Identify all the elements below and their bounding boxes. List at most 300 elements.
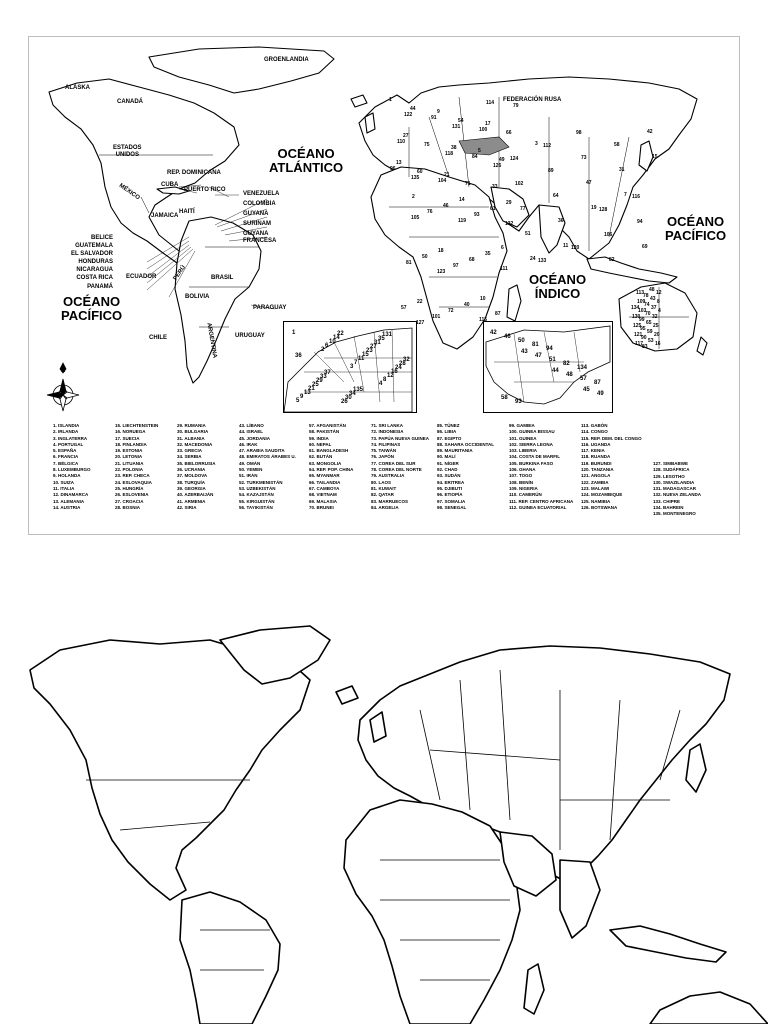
label-chile: CHILE [149, 335, 167, 341]
inset-number-label: 22 [337, 331, 344, 337]
legend-entry: 62. BUTÁN [309, 454, 333, 460]
legend-entry: 108. BENÍN [509, 479, 534, 485]
map-number-label: 100 [479, 127, 488, 133]
label-jamaica: JAMAICA [151, 213, 179, 219]
map-number-label: 110 [397, 139, 406, 145]
legend-entry: 42. SIRIA [177, 504, 197, 510]
label-argentina: ARGENTINA [205, 322, 218, 359]
legend-entry: 31. ALBANIA [177, 435, 205, 441]
label-oceano-pacifico-east: OCÉANO PACÍFICO [665, 214, 727, 243]
label-puerto-rico: PUERTO RICO [184, 187, 226, 193]
inset-number-label: 37 [324, 370, 331, 376]
legend-entry: 77. COREA DEL SUR [371, 460, 416, 466]
legend-entry: 128. SUDÁFRICA [653, 467, 690, 473]
map-number-label: 93 [474, 212, 480, 218]
label-paraguay: PARAGUAY [253, 305, 287, 311]
legend-entry: 19. ESTONIA [115, 448, 143, 454]
legend-entry: 116. UGANDA [581, 441, 611, 447]
map-number-label: 82 [609, 257, 615, 263]
label-rep-dominicana: REP. DOMINICANA [167, 170, 221, 176]
blank-south-america-shape [180, 892, 280, 1024]
legend-entry: 1. ISLANDIA [53, 423, 80, 428]
map-number-label: 133 [538, 258, 547, 264]
map-number-label: 21 [444, 172, 450, 178]
inset-number-label: 4 [379, 381, 383, 387]
legend-entry: 73. PAPÚA NUEVA GUINEA [371, 435, 430, 441]
inset-number-label: 28 [399, 361, 406, 367]
legend-column [53, 423, 91, 511]
india-shape [539, 205, 565, 253]
legend-entry: 112. GUINEA ECUATORIAL [509, 504, 567, 510]
legend-column [509, 423, 573, 511]
map-number-label: 53 [648, 338, 654, 344]
legend-entry: 35. BIELORRUSIA [177, 460, 216, 466]
legend-entry: 121. ANGOLA [581, 473, 611, 479]
map-number-label: 76 [427, 209, 433, 215]
legend-entry: 89. MAURITANIA [437, 448, 473, 454]
map-number-label: 65 [646, 320, 652, 326]
legend-entry: 101. GUINEA [509, 435, 537, 441]
legend-entry: 97. SOMALIA [437, 498, 466, 504]
map-number-label: 47 [586, 180, 592, 186]
legend-entry: 94. ERITREA [437, 479, 465, 485]
legend-entry: 54. KAZAJSTÁN [239, 492, 274, 498]
blank-africa-shape [344, 800, 520, 1024]
blank-japan-shape [686, 744, 706, 792]
legend-entry: 37. MOLDOVA [177, 473, 208, 479]
inset-number-label: 27 [370, 344, 377, 350]
map-number-label: 40 [464, 302, 470, 308]
legend-entry: 69. MALASIA [309, 498, 338, 504]
map-number-label: 46 [443, 203, 449, 209]
inset-number-label: 57 [580, 376, 587, 382]
legend-entry: 29. RUMANIA [177, 423, 206, 428]
map-number-label: 57 [401, 305, 407, 311]
legend-entry: 57. AFGANISTÁN [309, 423, 346, 428]
map-number-label: 1 [389, 97, 392, 103]
legend-entry: 50. YEMEN [239, 467, 263, 473]
map-number-label: 66 [506, 130, 512, 136]
legend-entry: 12. DINAMARCA [53, 492, 89, 498]
inset-number-label: 23 [366, 348, 373, 354]
map-number-label: 38 [451, 145, 457, 151]
blank-australia-shape [650, 992, 768, 1024]
inset-number-label: 134 [577, 365, 588, 371]
map-number-label: 32 [652, 314, 658, 320]
map-number-label: 113 [636, 290, 645, 296]
label-estados-unidos: ESTADOS UNIDOS [113, 145, 142, 159]
legend-entry: 44. ISRAEL [239, 429, 264, 435]
map-number-label: 123 [437, 269, 446, 275]
legend-entry: 34. SERBIA [177, 454, 202, 460]
inset-number-label: 34 [349, 391, 356, 397]
legend-entry: 70. BRUNEI [309, 504, 334, 510]
map-number-label: 119 [458, 218, 467, 224]
legend-entry: 68. VIETNAM [309, 492, 337, 498]
inset-number-label: 5 [296, 398, 300, 404]
map-number-label: 90 [641, 335, 647, 341]
map-number-label: 43 [650, 296, 656, 302]
legend-entry: 25. HUNGRÍA [115, 485, 144, 491]
map-number-label: 101 [432, 314, 441, 320]
legend-entry: 43. LÍBANO [239, 423, 264, 428]
legend-entry: 64. REP. POP. CHINA [309, 467, 354, 473]
map-number-label: 72 [448, 308, 454, 314]
legend-entry: 119. BURUNDI [581, 460, 612, 466]
map-number-label: 116 [632, 194, 641, 200]
legend-entry: 59. INDIA [309, 435, 329, 441]
map-number-label: 36 [558, 218, 564, 224]
legend-entry: 71. SRI LANKA [371, 423, 404, 428]
legend-entry: 46. IRAK [239, 441, 258, 447]
legend-entry: 96. ETIOPÍA [437, 492, 463, 498]
map-number-label: 2 [412, 194, 415, 200]
legend-entry: 102. SIERRA LEONA [509, 441, 553, 447]
legend-entry: 65. MYANMAR [309, 473, 340, 479]
indonesia-shape [587, 257, 677, 283]
map-number-label: 78 [643, 293, 649, 299]
map-number-label: 127 [416, 320, 425, 326]
legend-entry: 55. KIRGUISTÁN [239, 498, 275, 504]
map-number-label: 17 [485, 121, 491, 127]
map-number-label: 10 [480, 296, 486, 302]
map-number-label: 79 [513, 103, 519, 109]
legend-entry: 56. TAYIKISTÁN [239, 504, 273, 510]
inset-number-label: 93 [515, 399, 522, 405]
map-number-label: 31 [619, 167, 625, 173]
legend-entry: 51. IRÁN [239, 473, 258, 479]
label-guyana-francesa: GUYANA FRANCESA [243, 231, 277, 245]
inset-number-label: 30 [345, 395, 352, 401]
inset-number-label: 2 [321, 347, 325, 353]
legend-entry: 90. MALÍ [437, 454, 456, 460]
label-mexico: MÉXICO [117, 182, 141, 202]
country-legend [53, 423, 733, 523]
middle-east-inset-map [483, 321, 613, 413]
legend-entry: 72. INDONESIA [371, 429, 404, 435]
map-number-label: 96 [390, 166, 396, 172]
legend-entry: 74. FILIPINAS [371, 441, 401, 447]
legend-entry: 132. NUEVA ZELANDA [653, 492, 702, 498]
map-number-label: 126 [493, 163, 502, 169]
legend-entry: 82. QATAR [371, 492, 394, 498]
legend-entry: 26. ESLOVENIA [115, 492, 149, 498]
inset-number-label: 24 [395, 365, 402, 371]
map-number-label: 69 [642, 244, 648, 250]
inset-number-label: 44 [552, 368, 559, 374]
legend-column [309, 423, 353, 511]
map-number-label: 37 [651, 305, 657, 311]
map-number-label: 6 [501, 245, 504, 251]
map-number-label: 81 [406, 260, 412, 266]
map-number-label: 20 [654, 332, 660, 338]
madagascar-shape [507, 285, 521, 321]
inset-number-label: 14 [333, 335, 340, 341]
map-number-label: 3 [535, 141, 538, 147]
blank-india-shape [560, 860, 600, 938]
label-haiti: HAITÍ [179, 209, 195, 215]
inset-number-label: 42 [490, 330, 497, 336]
inset-number-label: 45 [583, 387, 590, 393]
legend-column [581, 423, 642, 511]
label-federacion-rusa: FEDERACIÓN RUSA [503, 97, 562, 103]
legend-column [239, 423, 296, 511]
inset-number-label: 35 [378, 336, 385, 342]
map-number-label: 13 [396, 160, 402, 166]
map-number-label: 132 [505, 221, 514, 227]
map-number-label: 104 [438, 178, 447, 184]
inset-number-label: 1 [292, 330, 296, 336]
map-number-label: 77 [520, 206, 526, 212]
map-number-label: 22 [417, 299, 423, 305]
legend-entry: 134. BAHREIN [653, 505, 684, 511]
map-number-label: 54 [458, 118, 464, 124]
map-number-label: 44 [410, 106, 416, 112]
legend-entry: 4. PORTUGAL [53, 441, 84, 447]
legend-entry: 2. IRLANDA [53, 429, 79, 435]
map-number-label: 60 [417, 169, 423, 175]
legend-entry: 8. LUXEMBURGO [53, 467, 91, 473]
legend-entry: 123. MALAWI [581, 485, 610, 491]
legend-entry: 80. LAOS [371, 479, 392, 485]
legend-entry: 84. ARGELIA [371, 504, 399, 510]
legend-entry: 60. NEPAL [309, 441, 332, 447]
map-number-label: 99 [639, 317, 645, 323]
inset-number-label: 15 [362, 352, 369, 358]
label-groenlandia: GROENLANDIA [264, 57, 309, 63]
inset-number-label: 81 [532, 342, 539, 348]
map-number-label: 58 [614, 142, 620, 148]
iceland-shape [351, 95, 367, 107]
legend-entry: 22. POLONIA [115, 467, 144, 473]
inset-number-label: 46 [504, 334, 511, 340]
legend-entry: 17. SUECIA [115, 435, 140, 441]
legend-entry: 78. COREA DEL NORTE [371, 467, 422, 473]
legend-entry: 100. GUINEA BISSAU [509, 429, 555, 435]
map-number-label: 102 [515, 181, 524, 187]
legend-entry: 7. BÉLGICA [53, 460, 79, 466]
map-number-label: 35 [485, 251, 491, 257]
map-number-label: 117 [635, 341, 644, 347]
legend-entry: 36. UCRANIA [177, 467, 206, 473]
label-guyana: GUYANA [243, 211, 269, 217]
map-number-label: 118 [445, 151, 454, 157]
legend-entry: 47. ARABIA SAUDITA [239, 448, 285, 454]
map-number-label: 111 [500, 266, 508, 272]
label-alaska: ALASKA [65, 85, 90, 91]
map-number-label: 14 [459, 197, 465, 203]
legend-entry: 45. JORDANIA [239, 435, 271, 441]
label-surinam: SURINAM [243, 221, 271, 227]
legend-entry: 63. MONGOLIA [309, 460, 342, 466]
inset-number-label: 135 [353, 387, 364, 393]
map-number-label: 59 [647, 329, 653, 335]
map-number-label: 109 [637, 299, 646, 305]
inset-number-label: 29 [316, 378, 323, 384]
map-number-label: 94 [637, 219, 643, 225]
map-number-label: 114 [486, 100, 495, 106]
map-number-label: 130 [632, 314, 641, 320]
inset-number-label: 10 [329, 339, 336, 345]
inset-number-label: 21 [308, 386, 315, 392]
legend-entry: 87. EGIPTO [437, 435, 462, 441]
legend-entry: 86. LIBIA [437, 429, 457, 435]
map-number-label: 11 [563, 243, 569, 249]
label-oceano-pacifico-west: OCÉANO PACÍFICO [61, 294, 123, 323]
legend-entry: 104. COSTA DE MARFIL [509, 454, 561, 460]
legend-entry: 126. BOTSWANA [581, 504, 618, 510]
compass-north-letter: N [61, 368, 66, 374]
blank-indonesia-shape [610, 926, 726, 962]
map-number-label: 50 [422, 254, 428, 260]
legend-column [115, 423, 158, 511]
map-number-label: 9 [437, 109, 440, 115]
map-number-label: 49 [499, 157, 505, 163]
inset-number-label: 25 [312, 382, 319, 388]
map-number-label: 18 [438, 248, 444, 254]
uk-shape [365, 113, 375, 133]
map-number-label: 98 [576, 130, 582, 136]
legend-entry: 103. LIBERIA [509, 448, 538, 454]
map-number-label: 24 [530, 256, 536, 262]
inset-number-label: 31 [374, 340, 381, 346]
inset-number-label: 33 [320, 374, 327, 380]
map-number-label: 89 [548, 168, 554, 174]
legend-entry: 127. SIMBABWE [653, 461, 689, 466]
legend-entry: 130. SWAZILANDIA [653, 479, 695, 485]
inset-number-label: 13 [304, 390, 311, 396]
label-oceano-indico: OCÉANO ÍNDICO [529, 272, 587, 301]
inset-number-label: 8 [383, 377, 387, 383]
map-number-label: 33 [492, 184, 498, 190]
legend-entry: 28. BOSNIA [115, 504, 141, 510]
map-number-label: 71 [465, 181, 471, 187]
map-number-label: 83 [642, 344, 648, 350]
legend-entry: 93. SUDÁN [437, 473, 461, 479]
map-number-label: 19 [591, 205, 597, 211]
legend-entry: 99. GAMBIA [509, 423, 535, 428]
legend-entry: 13. ALEMANIA [53, 498, 85, 504]
map-number-label: 25 [653, 323, 659, 329]
map-number-label: 103 [638, 308, 647, 314]
legend-entry: 15. LIECHTENSTEIN [115, 423, 159, 428]
legend-entry: 129. LESOTHO [653, 473, 685, 479]
legend-entry: 38. TURQUÍA [177, 479, 206, 485]
legend-entry: 88. SAHARA OCCIDENTAL [437, 441, 495, 447]
legend-entry: 49. OMÁN [239, 460, 261, 466]
legend-entry: 124. MOZAMBIQUE [581, 492, 623, 498]
legend-entry: 114. CONGO [581, 429, 608, 435]
legend-entry: 133. CHIPRE [653, 498, 681, 504]
inset-number-label: 9 [300, 394, 304, 400]
inset-number-label: 3 [350, 364, 354, 370]
inset-number-label: 32 [403, 357, 410, 363]
legend-entry: 27. CROACIA [115, 498, 144, 504]
inset-number-label: 94 [546, 346, 553, 352]
legend-entry: 75. TAIWÁN [371, 448, 397, 454]
inset-number-label: 6 [325, 343, 329, 349]
legend-entry: 5. ESPAÑA [53, 448, 77, 454]
legend-entry: 120. TANZANIA [581, 467, 614, 473]
legend-entry: 85. TÚNEZ [437, 423, 460, 428]
legend-entry: 39. GEORGIA [177, 485, 206, 491]
map-number-label: 16 [655, 341, 661, 347]
legend-entry: 16. NORUEGA [115, 429, 146, 435]
legend-entry: 3. INGLATERRA [53, 435, 88, 441]
inset-number-label: 26 [341, 399, 348, 405]
map-number-label: 121 [634, 332, 643, 338]
label-ecuador: ECUADOR [126, 274, 157, 280]
legend-entry: 67. CAMBOYA [309, 485, 340, 491]
label-bolivia: BOLIVIA [185, 294, 210, 300]
legend-entry: 105. BURKINA FASO [509, 460, 554, 466]
legend-entry: 6. FRANCIA [53, 454, 79, 460]
legend-entry: 125. NAMIBIA [581, 498, 611, 504]
label-cuba: CUBA [161, 182, 179, 188]
legend-entry: 41. ARMENIA [177, 498, 206, 504]
map-number-label: 61 [490, 206, 496, 212]
map-number-label: 48 [649, 287, 655, 293]
map-number-label: 75 [424, 142, 430, 148]
map-number-label: 27 [403, 133, 409, 139]
legend-entry: 10. SUIZA [53, 479, 75, 485]
legend-column [653, 461, 701, 518]
legend-entry: 92. CHAD [437, 467, 458, 473]
inset-number-label: 50 [518, 338, 525, 344]
legend-entry: 135. MONTENEGRO [653, 511, 696, 517]
legend-column [371, 423, 429, 511]
legend-entry: 109. NIGERIA [509, 485, 538, 491]
inset-number-label: 131 [382, 332, 393, 338]
blank-outline-world-map [0, 600, 768, 1024]
legend-entry: 117. KENIA [581, 448, 605, 454]
map-number-label: 115 [479, 317, 488, 323]
map-number-label: 122 [404, 112, 413, 118]
legend-entry: 24. ESLOVAQUIA [115, 479, 152, 485]
inset-number-label: 82 [563, 361, 570, 367]
legend-entry: 23. REP. CHECA [115, 473, 150, 479]
map-number-label: 5 [478, 148, 481, 154]
map-number-label: 135 [411, 175, 420, 181]
map-number-label: 42 [647, 129, 653, 135]
map-number-label: 125 [633, 323, 642, 329]
blank-iceland-shape [336, 686, 358, 704]
label-uruguay: URUGUAY [235, 333, 265, 339]
legend-entry: 107. TOGO [509, 473, 533, 479]
legend-entry: 76. JAPÓN [371, 454, 395, 460]
label-canada: CANADÁ [117, 99, 143, 105]
map-number-label: 95 [640, 326, 646, 332]
map-number-label: 97 [453, 263, 459, 269]
legend-entry: 115. REP. DEM. DEL CONGO [581, 435, 642, 441]
map-number-label: 134 [631, 305, 640, 311]
map-number-label: 70 [645, 311, 651, 317]
legend-entry: 113. GABÓN [581, 423, 608, 428]
legend-entry: 83. MARRUECOS [371, 498, 409, 504]
legend-entry: 58. PAKISTÁN [309, 429, 340, 435]
label-brasil: BRASIL [211, 275, 234, 281]
inset-number-label: 49 [597, 391, 604, 397]
legend-entry: 11. ITALIA [53, 485, 75, 491]
map-number-label: 74 [644, 302, 650, 308]
new-zealand-shape [697, 337, 707, 355]
legend-entry: 32. MACEDONIA [177, 441, 213, 447]
map-number-label: 128 [599, 207, 608, 213]
inset-number-label: 43 [521, 349, 528, 355]
map-number-label: 64 [553, 193, 559, 199]
legend-entry: 30. BULGARIA [177, 429, 209, 435]
inset-number-label: 36 [295, 353, 302, 359]
